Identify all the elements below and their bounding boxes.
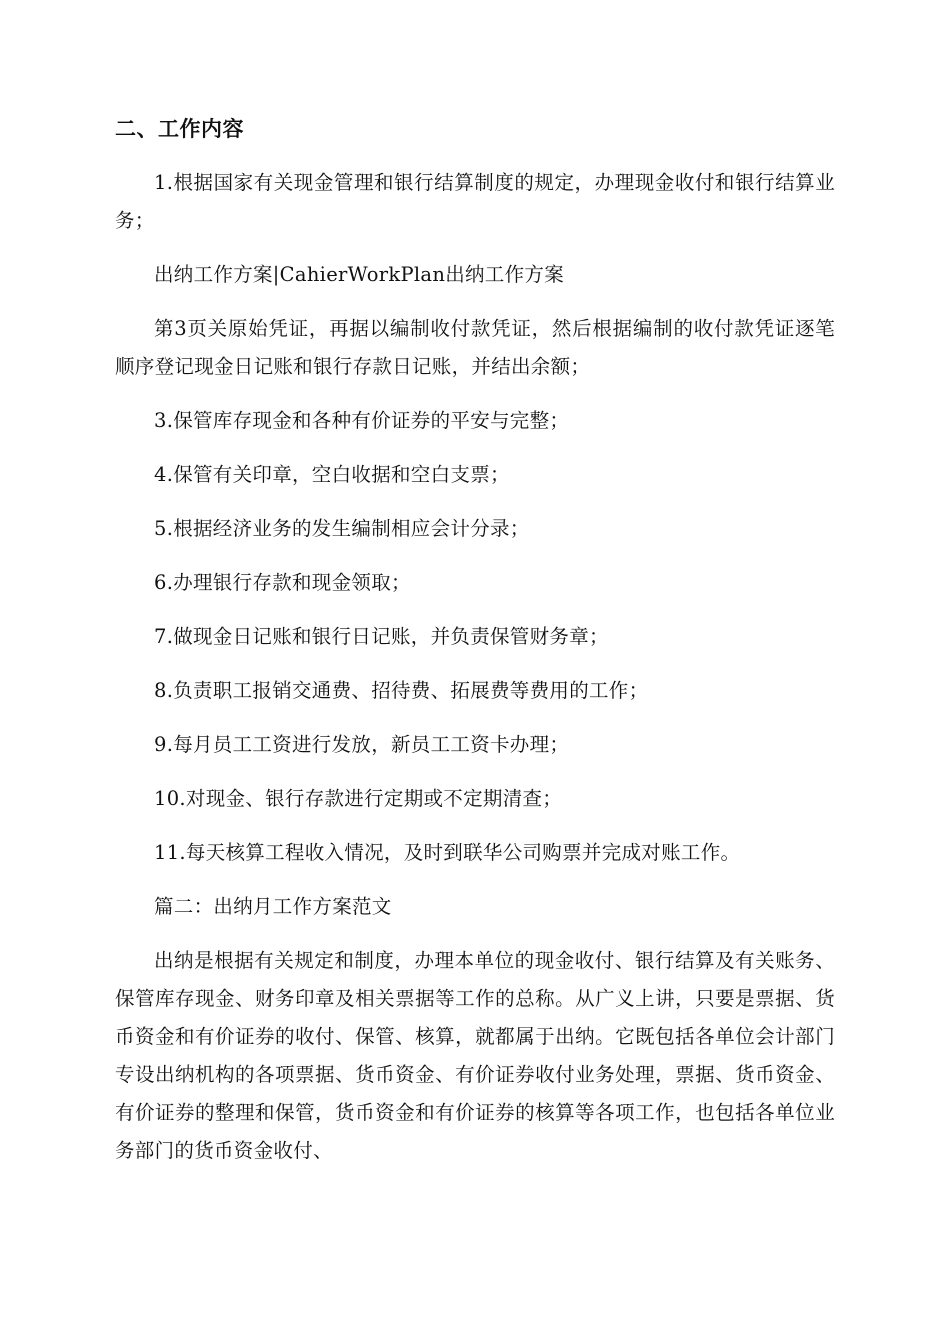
chapter-title: 篇二：出纳月工作方案范文: [154, 895, 392, 918]
paragraph-11: 10.对现金、银行存款进行定期或不定期清查；: [154, 787, 563, 810]
paragraph-8: 7.做现金日记账和银行日记账，并负责保管财务章；: [154, 625, 609, 648]
document-page: [115, 110, 835, 1170]
paragraph-10: 9.每月员工工资进行发放，新员工工资卡办理；: [154, 733, 570, 756]
paragraph-7: 6.办理银行存款和现金领取；: [154, 571, 411, 594]
paragraph-4: 3.保管库存现金和各种有价证券的平安与完整；: [154, 409, 570, 432]
paragraph-1: 1.根据国家有关现金管理和银行结算制度的规定，办理现金收付和银行结算业务；: [115, 171, 835, 232]
paragraph-2: 出纳工作方案|CahierWorkPlan出纳工作方案: [154, 263, 565, 286]
paragraph-5: 4.保管有关印章，空白收据和空白支票；: [154, 463, 510, 486]
paragraph-14: 出纳是根据有关规定和制度，办理本单位的现金收付、银行结算及有关账务、保管库存现金、财务印章及相关票据等工作的总称。从广义上讲，只要是票据、货币资金和有价证券的收付、保管、核算，就都属于出纳。它既包括各单位会计部门专设出纳机构的各项票据、货币资金、有价证券收付业务处理，票据、货币资金、有价证券的整理和保管，货币资金和有价证券的核算等各项工作，也包括各单位业务部门的货币资金收付、: [115, 949, 835, 1162]
paragraph-6: 5.根据经济业务的发生编制相应会计分录；: [154, 517, 530, 540]
paragraph-12: 11.每天核算工程收入情况，及时到联华公司购票并完成对账工作。: [154, 841, 741, 864]
section-heading: 二、工作内容: [115, 117, 244, 141]
paragraph-9: 8.负责职工报销交通费、招待费、拓展费等费用的工作；: [154, 679, 649, 702]
paragraph-3: 第3页关原始凭证，再据以编制收付款凭证，然后根据编制的收付款凭证逐笔顺序登记现金日记账和银行存款日记账，并结出余额；: [115, 317, 835, 378]
